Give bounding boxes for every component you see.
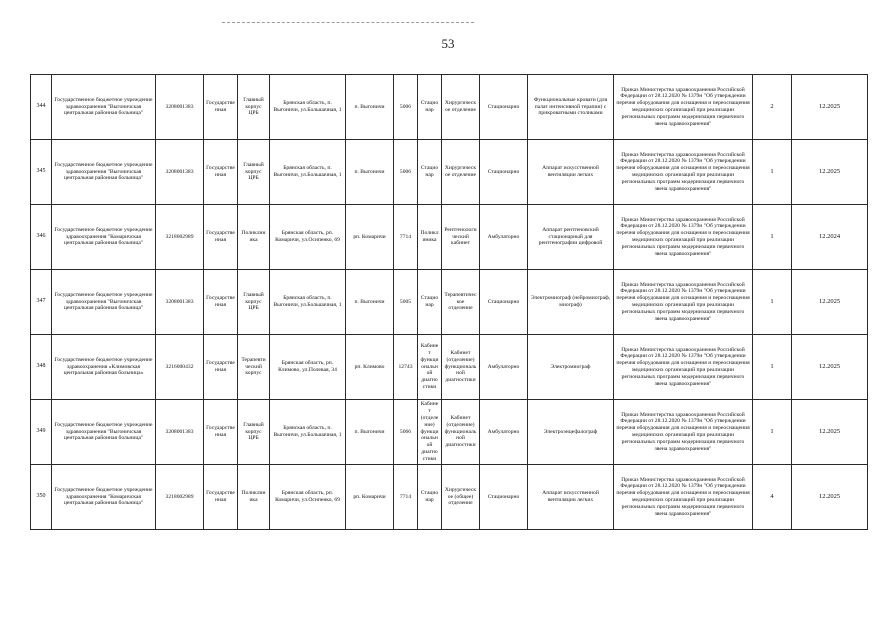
care-conditions-cell: Амбулаторно — [480, 205, 528, 270]
care-conditions-cell: Стационарно — [480, 270, 528, 335]
unit-type-cell: Стационар — [418, 465, 442, 530]
deadline-cell: 12.2025 — [792, 335, 868, 400]
quantity-cell: 1 — [753, 335, 792, 400]
legal-basis-cell: Приказ Министерства здравоохранения Российской Федерации от 28.12.2020 № 1379н "Об утверждении перечня оборудования для оснащения и переоснащения медицинских организаций при реализации региональных программ модернизации первичного звена здравоохранения" — [614, 400, 753, 465]
department-cell: Кабинет (отделение) функциональной диагностики — [442, 335, 480, 400]
table-row — [31, 75, 868, 140]
unit-type-cell: Кабинет функциональной диагностики — [418, 335, 442, 400]
care-conditions-cell: Стационарно — [480, 75, 528, 140]
organization-cell: Государственное бюджетное учреждение здравоохранения "Выгоничская центральная районная больница" — [52, 270, 156, 335]
department-cell: Рентгенологический кабинет — [442, 205, 480, 270]
address-cell: Брянская область, п. Выгоничи, ул.Большачная, 1 — [270, 400, 346, 465]
code-cell: 7714 — [394, 205, 418, 270]
code-cell: 5005 — [394, 270, 418, 335]
table-row — [31, 205, 868, 270]
row-number-cell: 347 — [31, 270, 52, 335]
ownership-form-cell: Государственная — [204, 270, 238, 335]
row-number-cell: 350 — [31, 465, 52, 530]
deadline-cell: 12.2025 — [792, 75, 868, 140]
locality-cell: рп. Климово — [346, 335, 394, 400]
unit-type-cell: Стационар — [418, 140, 442, 205]
table-row — [31, 335, 868, 400]
equipment-cell: Электромиограф — [528, 335, 614, 400]
care-conditions-cell: Амбулаторно — [480, 335, 528, 400]
inn-cell: 3208001383 — [156, 75, 204, 140]
row-number-cell: 344 — [31, 75, 52, 140]
equipment-cell: Электроэнцефалограф — [528, 400, 614, 465]
quantity-cell: 1 — [753, 140, 792, 205]
row-number-cell: 348 — [31, 335, 52, 400]
legal-basis-cell: Приказ Министерства здравоохранения Российской Федерации от 28.12.2020 № 1379н "Об утверждении перечня оборудования для оснащения и переоснащения медицинских организаций при реализации региональных программ модернизации первичного звена здравоохранения" — [614, 270, 753, 335]
quantity-cell: 4 — [753, 465, 792, 530]
unit-type-cell: Стационар — [418, 75, 442, 140]
ownership-form-cell: Государственная — [204, 400, 238, 465]
row-number-cell: 346 — [31, 205, 52, 270]
ownership-form-cell: Государственная — [204, 140, 238, 205]
legal-basis-cell: Приказ Министерства здравоохранения Российской Федерации от 28.12.2020 № 1379н "Об утверждении перечня оборудования для оснащения и переоснащения медицинских организаций при реализации региональных программ модернизации первичного звена здравоохранения" — [614, 140, 753, 205]
address-cell: Брянская область, рп. Климово, ул.Полевая, 34 — [270, 335, 346, 400]
building-cell: Главный корпус ЦРБ — [238, 400, 270, 465]
inn-cell: 3218002989 — [156, 465, 204, 530]
row-number-cell: 349 — [31, 400, 52, 465]
address-cell: Брянская область, п. Выгоничи, ул.Большачная, 1 — [270, 270, 346, 335]
table-row — [31, 270, 868, 335]
organization-cell: Государственное бюджетное учреждение здравоохранения "Комаричская центральная районная больница" — [52, 465, 156, 530]
building-cell: Главный корпус ЦРБ — [238, 140, 270, 205]
locality-cell: п. Выгоничи — [346, 75, 394, 140]
inn-cell: 3208001383 — [156, 270, 204, 335]
locality-cell: п. Выгоничи — [346, 140, 394, 205]
equipment-cell: Электромиограф (нейромиограф, миограф) — [528, 270, 614, 335]
table-row — [31, 465, 868, 530]
equipment-cell: Аппарат рентгеновский стационарный для рентгенографии цифровой — [528, 205, 614, 270]
care-conditions-cell: Стационарно — [480, 140, 528, 205]
code-cell: 5006 — [394, 75, 418, 140]
deadline-cell: 12.2025 — [792, 270, 868, 335]
department-cell: Терапевтическое отделение — [442, 270, 480, 335]
row-number-cell: 345 — [31, 140, 52, 205]
care-conditions-cell: Стационарно — [480, 465, 528, 530]
ownership-form-cell: Государственная — [204, 205, 238, 270]
locality-cell: рп. Комаричи — [346, 205, 394, 270]
table-body — [31, 75, 868, 530]
scan-line — [222, 22, 474, 23]
building-cell: Главный корпус ЦРБ — [238, 270, 270, 335]
ownership-form-cell: Государственная — [204, 75, 238, 140]
ownership-form-cell: Государственная — [204, 335, 238, 400]
table-row — [31, 400, 868, 465]
ownership-form-cell: Государственная — [204, 465, 238, 530]
organization-cell: Государственное бюджетное учреждение здравоохранения "Комаричская центральная районная больница" — [52, 205, 156, 270]
legal-basis-cell: Приказ Министерства здравоохранения Российской Федерации от 28.12.2020 № 1379н "Об утверждении перечня оборудования для оснащения и переоснащения медицинских организаций при реализации региональных программ модернизации первичного звена здравоохранения" — [614, 465, 753, 530]
care-conditions-cell: Амбулаторно — [480, 400, 528, 465]
building-cell: Терапевтический корпус — [238, 335, 270, 400]
code-cell: 5006 — [394, 140, 418, 205]
inn-cell: 3218002989 — [156, 205, 204, 270]
unit-type-cell: Стационар — [418, 270, 442, 335]
address-cell: Брянская область, рп. Комаричи, ул.Осипенко, 69 — [270, 465, 346, 530]
building-cell: Поликлиника — [238, 205, 270, 270]
legal-basis-cell: Приказ Министерства здравоохранения Российской Федерации от 28.12.2020 № 1379н "Об утверждении перечня оборудования для оснащения и переоснащения медицинских организаций при реализации региональных программ модернизации первичного звена здравоохранения" — [614, 75, 753, 140]
table-row — [31, 140, 868, 205]
deadline-cell: 12.2025 — [792, 400, 868, 465]
department-cell: Кабинет (отделение) функциональной диагностики — [442, 400, 480, 465]
locality-cell: п. Выгоничи — [346, 270, 394, 335]
inn-cell: 3208001383 — [156, 400, 204, 465]
locality-cell: рп. Комаричи — [346, 465, 394, 530]
address-cell: Брянская область, п. Выгоничи, ул.Большачная, 1 — [270, 75, 346, 140]
organization-cell: Государственное бюджетное учреждение здравоохранения "Выгоничская центральная районная больница" — [52, 140, 156, 205]
equipment-cell: Аппарат искусственной вентиляции легких — [528, 465, 614, 530]
quantity-cell: 1 — [753, 205, 792, 270]
unit-type-cell: Кабинет (отделение) функциональной диагностики — [418, 400, 442, 465]
inn-cell: 3208001383 — [156, 140, 204, 205]
unit-type-cell: Поликлиника — [418, 205, 442, 270]
department-cell: Хирургическое отделение — [442, 140, 480, 205]
equipment-cell: Аппарат искусственной вентиляции легких — [528, 140, 614, 205]
building-cell: Поликлиника — [238, 465, 270, 530]
legal-basis-cell: Приказ Министерства здравоохранения Российской Федерации от 28.12.2020 № 1379н "Об утверждении перечня оборудования для оснащения и переоснащения медицинских организаций при реализации региональных программ модернизации первичного звена здравоохранения" — [614, 335, 753, 400]
department-cell: Хирургическое (общее) отделение — [442, 465, 480, 530]
department-cell: Хирургическое отделение — [442, 75, 480, 140]
inn-cell: 3216000432 — [156, 335, 204, 400]
equipment-cell: Функциональные кровати (для палат интенсивной терапии) с прикроватными столиками — [528, 75, 614, 140]
page-number: 53 — [441, 36, 455, 51]
quantity-cell: 2 — [753, 75, 792, 140]
organization-cell: Государственное бюджетное учреждение здравоохранения "Выгоничская центральная районная больница" — [52, 400, 156, 465]
building-cell: Главный корпус ЦРБ — [238, 75, 270, 140]
code-cell: 7714 — [394, 465, 418, 530]
code-cell: 5066 — [394, 400, 418, 465]
organization-cell: Государственное бюджетное учреждение здравоохранения "Выгоничская центральная районная больница" — [52, 75, 156, 140]
locality-cell: п. Выгоничи — [346, 400, 394, 465]
code-cell: 12743 — [394, 335, 418, 400]
address-cell: Брянская область, п. Выгоничи, ул.Большачная, 1 — [270, 140, 346, 205]
quantity-cell: 1 — [753, 270, 792, 335]
quantity-cell: 1 — [753, 400, 792, 465]
deadline-cell: 12.2024 — [792, 205, 868, 270]
organization-cell: Государственное бюджетное учреждение здравоохранения «Климовская центральная районная больница» — [52, 335, 156, 400]
deadline-cell: 12.2025 — [792, 465, 868, 530]
equipment-table — [30, 74, 868, 530]
address-cell: Брянская область, рп. Комаричи, ул.Осипенко, 69 — [270, 205, 346, 270]
legal-basis-cell: Приказ Министерства здравоохранения Российской Федерации от 28.12.2020 № 1379н "Об утверждении перечня оборудования для оснащения и переоснащения медицинских организаций при реализации региональных программ модернизации первичного звена здравоохранения" — [614, 205, 753, 270]
deadline-cell: 12.2025 — [792, 140, 868, 205]
